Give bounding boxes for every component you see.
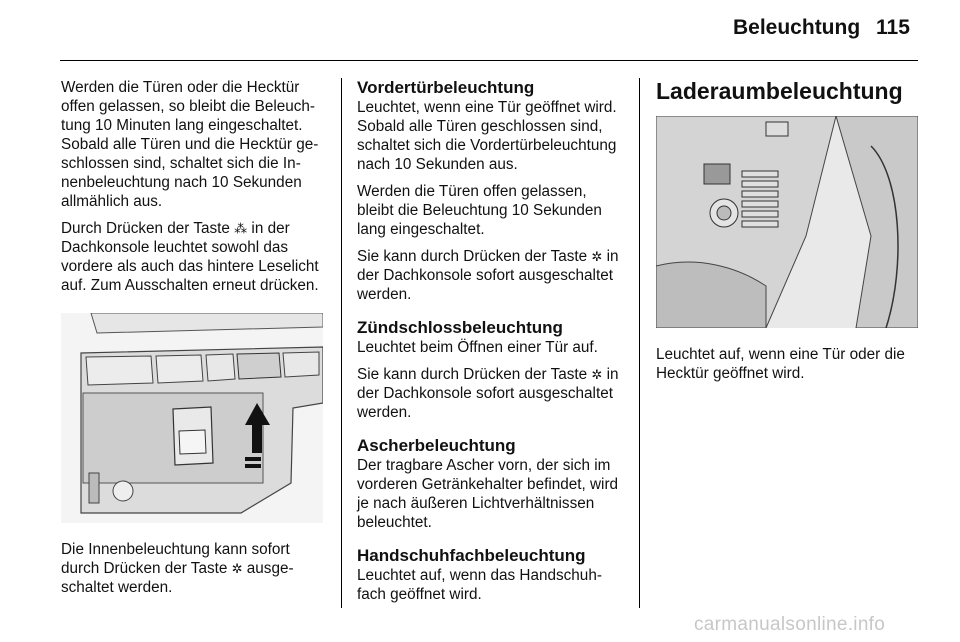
column-1 — [61, 78, 326, 605]
section-heading: Zündschlossbeleuchtung — [357, 318, 563, 337]
header-rule — [60, 60, 918, 61]
text-fragment: in der Dachkonsole sofort ausgeschaltet werden. — [357, 248, 619, 303]
watermark: carmanualsonline.info — [694, 614, 886, 635]
section-heading: Ascherbeleuchtung — [357, 436, 516, 455]
text-fragment: Sie kann durch Drücken der Taste — [357, 248, 588, 265]
text-fragment: Die Innenbeleuchtung kann sofort durch Drücken der Taste — [61, 541, 290, 577]
paragraph — [357, 247, 625, 304]
section-vordertuer — [357, 78, 625, 304]
section-heading: Handschuhfachbeleuchtung — [357, 546, 586, 565]
cargo-light-illustration — [656, 116, 918, 328]
text-fragment: ausgeschaltet werden. — [61, 560, 294, 596]
column-divider — [341, 78, 342, 608]
section-zuendschloss — [357, 318, 625, 422]
column-2 — [357, 78, 625, 618]
light-off-icon: ✲ — [591, 249, 603, 264]
paragraph: Leuchtet, wenn eine Tür geöffnet wird. Sobald alle Türen geschlossen sind, schaltet sich die Vordertürbeleuchtung nach 10 Sekunden aus. — [357, 99, 617, 173]
paragraph-reading-light — [61, 219, 326, 295]
text-fragment: Sie kann durch Drücken der Taste — [357, 366, 588, 383]
section-ascher — [357, 436, 625, 532]
roof-console-illustration — [61, 313, 323, 523]
paragraph: Leuchtet auf, wenn das Handschuhfach geöffnet wird. — [357, 567, 602, 603]
text-fragment: Durch Drücken der Taste — [61, 220, 230, 237]
page-number: 115 — [876, 16, 910, 39]
section-handschuhfach — [357, 546, 625, 604]
light-off-icon: ✲ — [231, 561, 243, 576]
paragraph — [357, 365, 625, 422]
page-header-title: Beleuchtung — [733, 16, 861, 39]
paragraph: Werden die Türen offen gelassen, bleibt die Beleuchtung 10 Sekunden lang eingeschaltet. — [357, 183, 602, 238]
column-divider — [639, 78, 640, 608]
paragraph-door-open: Werden die Türen oder die Hecktür offen gelassen, so bleibt die Beleuchtung 10 Minuten lang eingeschaltet. Sobald alle Türen und die Hecktür geschlossen sind, schaltet sich die Innenbeleuchtung nach 10 Sekunden allmählich aus. — [61, 79, 319, 210]
column-3 — [656, 78, 921, 391]
section-heading-large: Laderaumbeleuchtung — [656, 78, 903, 104]
text-fragment: in der Dachkonsole leuchtet sowohl das vordere als auch das hintere Leselicht auf. Zum Ausschalten erneut drücken. — [61, 220, 319, 294]
reading-light-icon: ⁂ — [234, 221, 248, 236]
light-off-icon: ✲ — [591, 367, 603, 382]
paragraph: Leuchtet auf, wenn eine Tür oder die Hecktür geöffnet wird. — [656, 346, 905, 382]
paragraph: Leuchtet beim Öffnen einer Tür auf. — [357, 339, 598, 356]
paragraph: Der tragbare Ascher vorn, der sich im vorderen Getränkehalter befindet, wird je nach äußeren Lichtverhältnissen beleuchtet. — [357, 457, 619, 531]
paragraph-light-off — [61, 540, 326, 597]
section-heading: Vordertürbeleuchtung — [357, 78, 535, 97]
text-fragment: in der Dachkonsole sofort ausgeschaltet werden. — [357, 366, 619, 421]
